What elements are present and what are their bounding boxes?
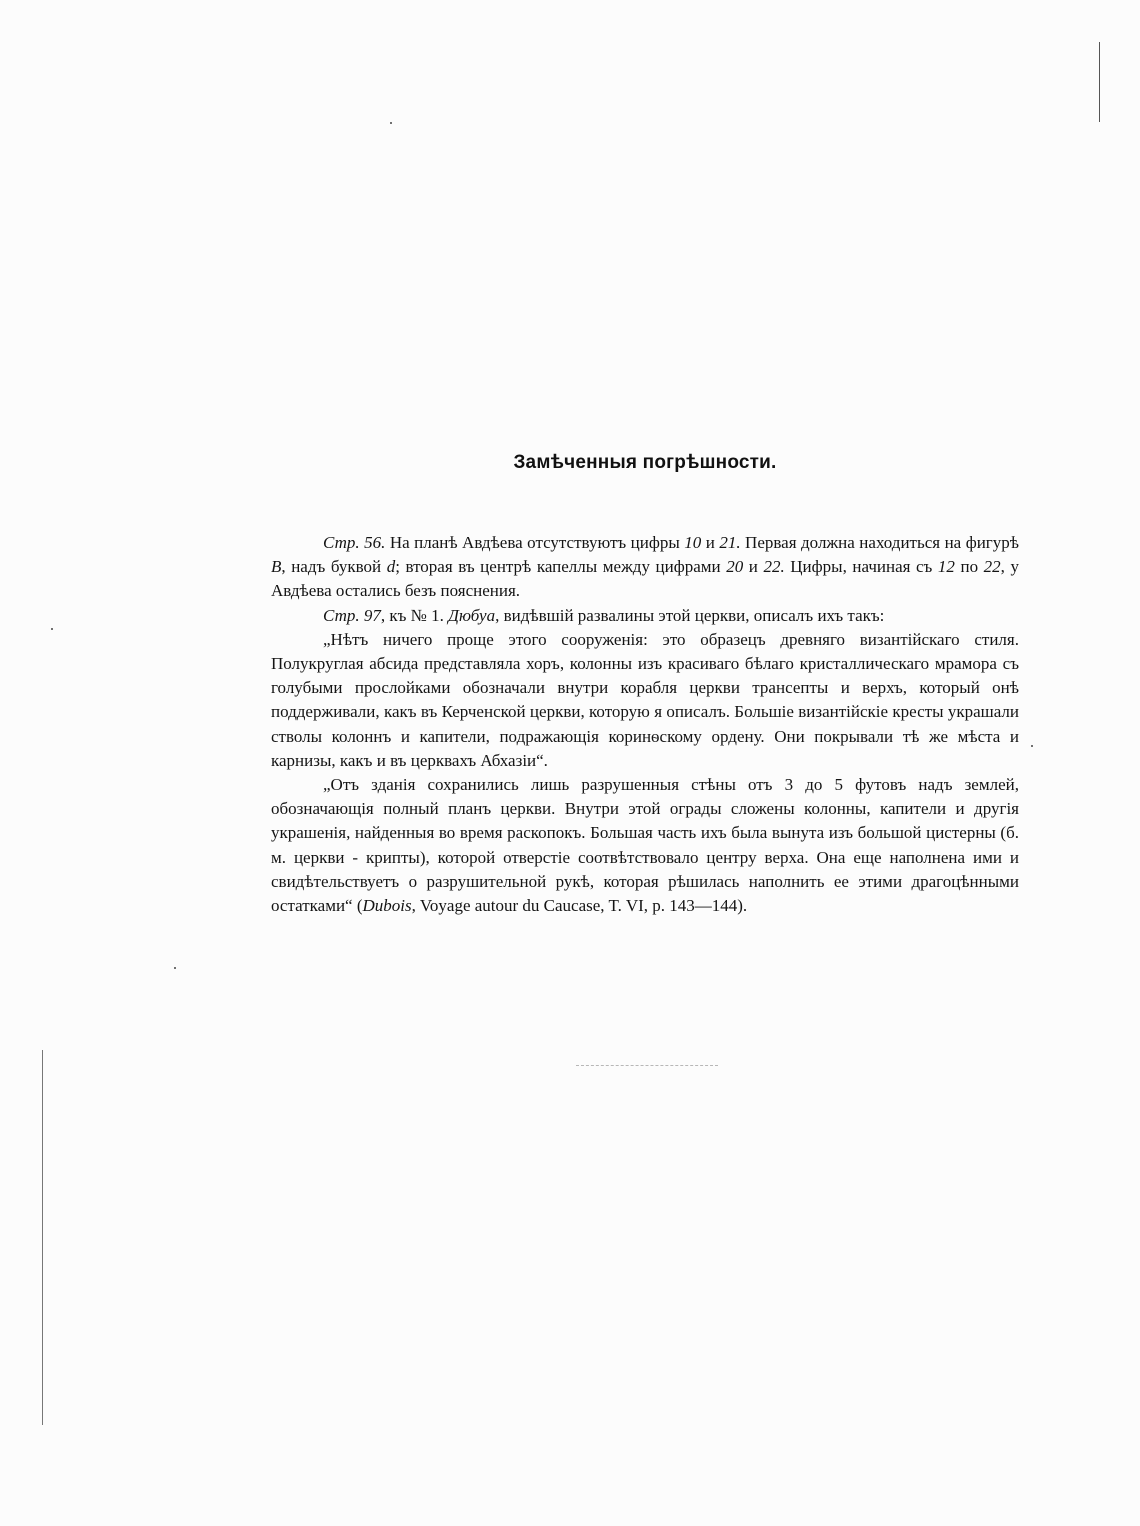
figure-number: 22.: [763, 557, 785, 577]
errata-paragraph-1: [271, 531, 1019, 604]
scan-speck: [390, 122, 392, 124]
page-title: Замѣченныя погрѣшности.: [513, 452, 777, 473]
scan-speck: [51, 628, 53, 630]
citation-text: , Voyage autour du Caucase, T. VI, p. 143—144).: [411, 896, 748, 916]
paragraph-text: и: [701, 533, 720, 552]
scan-speck: [174, 967, 176, 969]
paragraph-text: , у Авдѣева остались безъ пояснения.: [271, 557, 1019, 601]
paragraph-text: Цифры, начиная съ: [784, 557, 938, 577]
author-name: Дюбуа: [448, 605, 496, 625]
errata-body: [271, 531, 1019, 918]
figure-number: 20: [726, 557, 744, 577]
figure-number: 10: [684, 533, 702, 552]
paragraph-text: , надъ буквой: [281, 557, 387, 577]
paragraph-text: по: [954, 557, 984, 577]
author-name: Dubois: [362, 896, 412, 916]
figure-number: 22: [983, 557, 1001, 577]
page-reference: Стр. 56.: [323, 533, 386, 552]
paragraph-text: На планѣ Авдѣева отсутствуютъ цифры: [385, 533, 685, 552]
paragraph-text: , къ № 1.: [380, 605, 449, 625]
paragraph-text: „Отъ зданія сохранились лишь разрушенныя стѣны отъ 3 до 5 футовъ надъ землей, обозначающія полный планъ церкви. Внутри этой ограды сложены колонны, капители и другія украшенія, найденныя во время раскопокъ. Большая часть ихъ была вынута изъ большой цистерны (б. м. церкви - крипты), которой отверстіе соотвѣтствовало центру верха. Она еще наполнена ими и свидѣтельствуетъ о разрушительной рукѣ, которая рѣшилась наполнить ее этими драгоцѣнными остатками“ (: [271, 775, 1019, 916]
figure-letter: d: [386, 557, 396, 577]
figure-number: 12: [937, 557, 955, 577]
scan-edge-right: [1099, 42, 1100, 122]
quote-paragraph-2: [271, 773, 1019, 918]
paragraph-text: и: [743, 557, 764, 577]
figure-letter: B: [271, 557, 282, 577]
paragraph-text: Первая должна находиться на фигурѣ: [740, 533, 1020, 552]
end-ornament: [576, 1065, 718, 1069]
paragraph-text: ; вторая въ центрѣ капеллы между цифрами: [395, 557, 727, 577]
errata-paragraph-2: [271, 604, 1019, 628]
paragraph-text: , видѣвшій развалины этой церкви, описалъ ихъ такъ:: [495, 605, 885, 625]
scan-speck: [1031, 745, 1033, 747]
page-reference: Стр. 97: [323, 605, 381, 625]
quote-paragraph-1: „Нѣтъ ничего проще этого сооруженія: это образецъ древняго византійскаго стиля. Полукруглая абсида представляла хоръ, колонны изъ красиваго бѣлаго кристаллическаго мрамора съ голубыми прослойками обозначали внутри корабля церкви трансепты и верхъ, который онѣ поддерживали, какъ въ Керченской церкви, которую я описалъ. Большіе византійскіе кресты украшали стволы колоннъ и капители, подражающія коринѳскому ордену. Они покрывали тѣ же мѣста и карнизы, какъ и въ церквахъ Абхазіи“.: [271, 629, 1019, 770]
scan-edge-left: [42, 1050, 43, 1425]
figure-number: 21.: [719, 533, 741, 552]
